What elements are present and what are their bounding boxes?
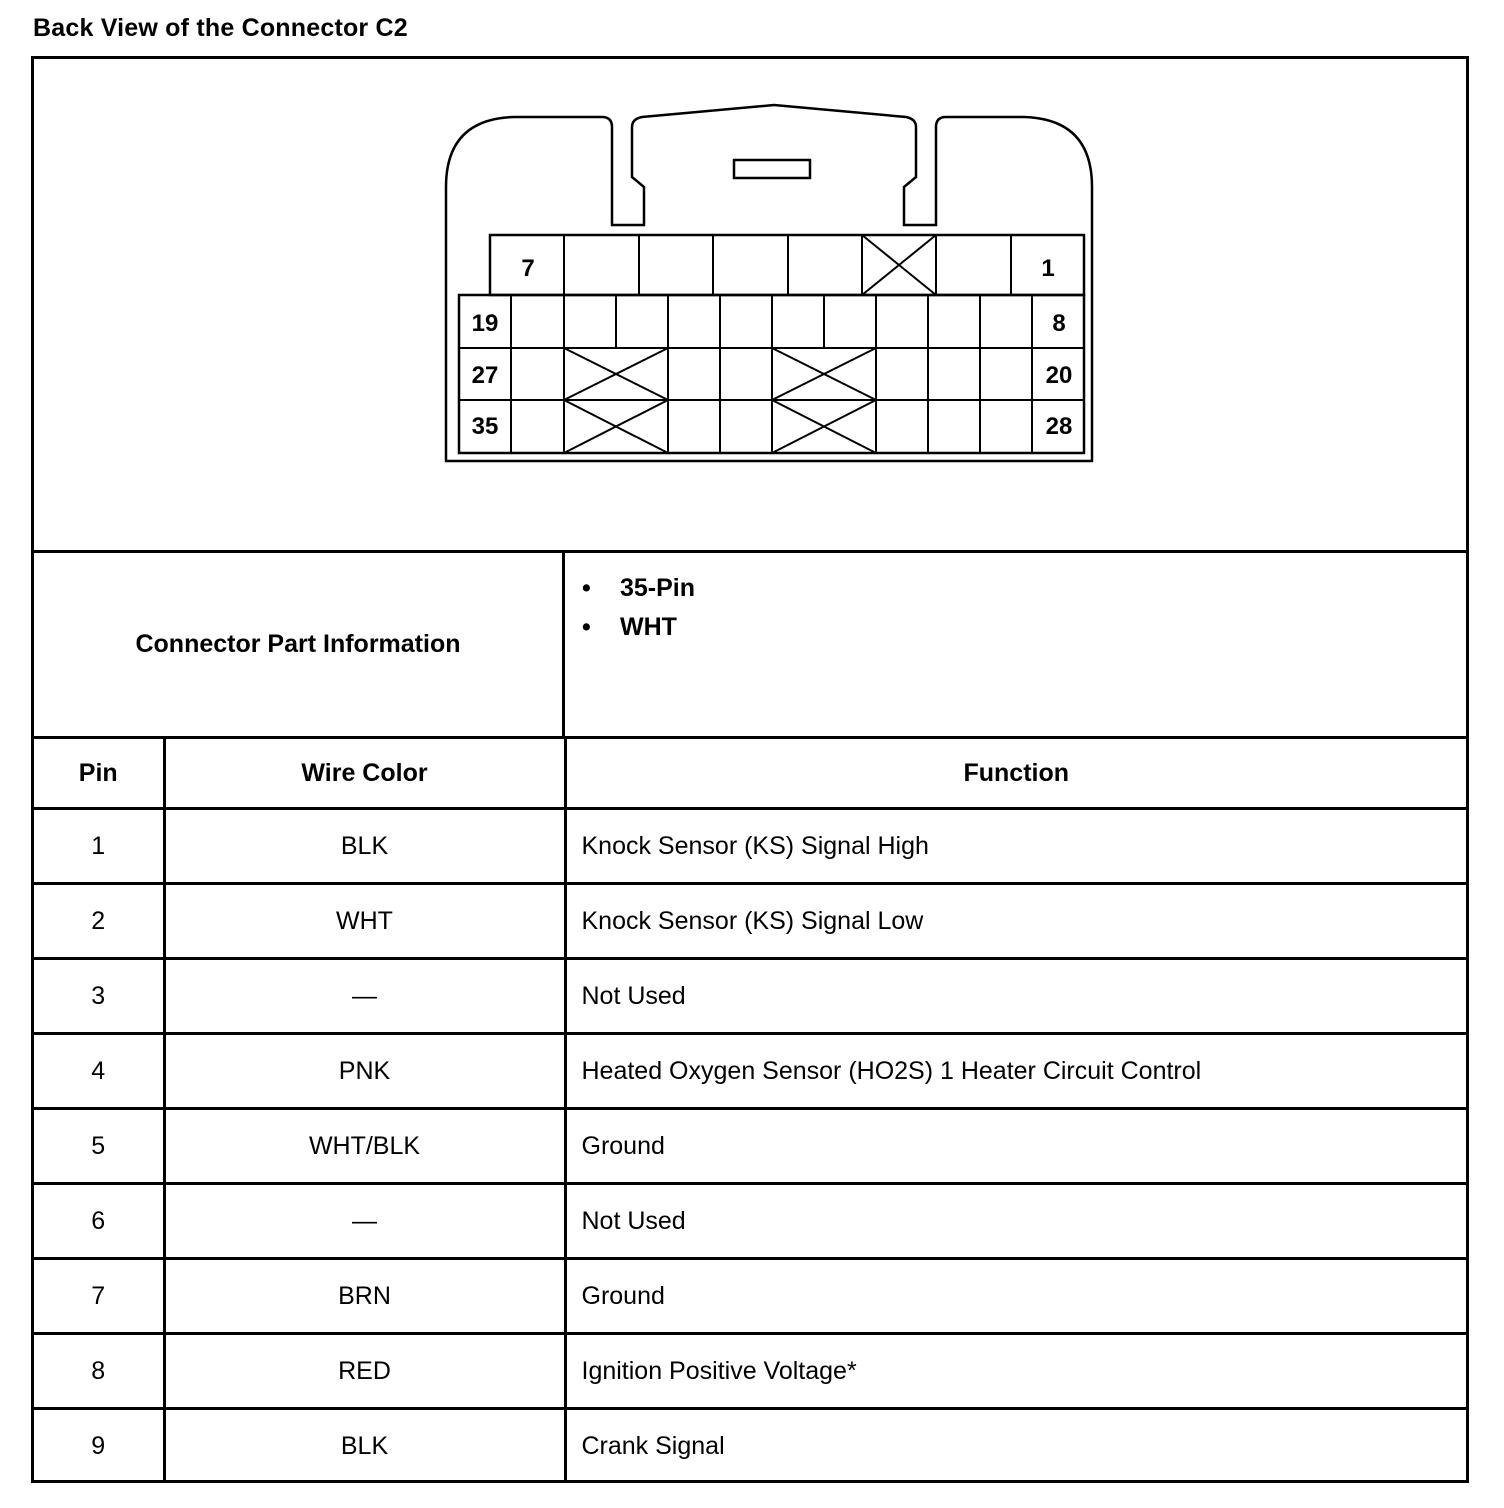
connector-sheet [31, 56, 1469, 1483]
table-row [34, 809, 1466, 884]
wire-color-cell: WHT [164, 884, 565, 959]
pin-cell: 9 [34, 1409, 164, 1483]
connector-part-information [34, 553, 1466, 739]
function-cell: Knock Sensor (KS) Signal High [565, 809, 1466, 884]
connector-housing [446, 105, 1092, 461]
wire-color-cell: PNK [164, 1034, 565, 1109]
bullet-icon: • [582, 574, 591, 602]
function-cell: Ground [565, 1259, 1466, 1334]
page-title: Back View of the Connector C2 [33, 14, 408, 42]
wire-color-cell: BLK [164, 809, 565, 884]
function-cell: Knock Sensor (KS) Signal Low [565, 884, 1466, 959]
wire-color-cell: — [164, 959, 565, 1034]
bullet-icon: • [582, 613, 591, 641]
pin-label-19: 19 [471, 310, 499, 337]
pin-label-8: 8 [1052, 310, 1066, 337]
pinout-table [34, 739, 1466, 1482]
pin-cell: 4 [34, 1034, 164, 1109]
pin-rows-grid [459, 295, 1084, 453]
pin-row-1-dividers [564, 235, 1011, 295]
pin-cell: 6 [34, 1184, 164, 1259]
table-row [34, 959, 1466, 1034]
part-info-list [582, 573, 695, 651]
pin-cell: 1 [34, 809, 164, 884]
part-info-label: Connector Part Information [34, 553, 565, 736]
function-cell: Not Used [565, 959, 1466, 1034]
latch-slot [734, 160, 810, 178]
pin-label-1: 1 [1041, 255, 1055, 282]
function-cell: Heated Oxygen Sensor (HO2S) 1 Heater Circuit Control [565, 1034, 1466, 1109]
function-cell: Ground [565, 1109, 1466, 1184]
pin-label-28: 28 [1045, 413, 1073, 440]
pin-label-27: 27 [471, 362, 499, 389]
pin-label-7: 7 [521, 255, 535, 282]
function-cell: Crank Signal [565, 1409, 1466, 1483]
wire-color-cell: — [164, 1184, 565, 1259]
column-header-function: Function [565, 739, 1466, 809]
column-header-pin: Pin [34, 739, 164, 809]
wire-color-cell: BRN [164, 1259, 565, 1334]
connector-face-drawing [34, 59, 1466, 550]
wire-color-cell: BLK [164, 1409, 565, 1483]
table-row [34, 1184, 1466, 1259]
table-row [34, 1259, 1466, 1334]
connector-diagram-panel [34, 59, 1466, 553]
table-row [34, 884, 1466, 959]
table-row [34, 1109, 1466, 1184]
function-cell: Not Used [565, 1184, 1466, 1259]
table-row [34, 1334, 1466, 1409]
table-row [34, 1409, 1466, 1483]
pin-label-35: 35 [471, 413, 499, 440]
pin-cell: 2 [34, 884, 164, 959]
pin-cell: 8 [34, 1334, 164, 1409]
wire-color-cell: WHT/BLK [164, 1109, 565, 1184]
part-info-item: • 35-Pin [582, 574, 696, 602]
pin-label-20: 20 [1045, 362, 1073, 389]
table-row [34, 1034, 1466, 1109]
pin-cell: 7 [34, 1259, 164, 1334]
function-cell: Ignition Positive Voltage* [565, 1334, 1466, 1409]
wire-color-cell: RED [164, 1334, 565, 1409]
column-header-wire-color: Wire Color [164, 739, 565, 809]
pin-cell: 3 [34, 959, 164, 1034]
part-info-item: • WHT [582, 613, 677, 641]
pin-cell: 5 [34, 1109, 164, 1184]
table-header-row [34, 739, 1466, 809]
